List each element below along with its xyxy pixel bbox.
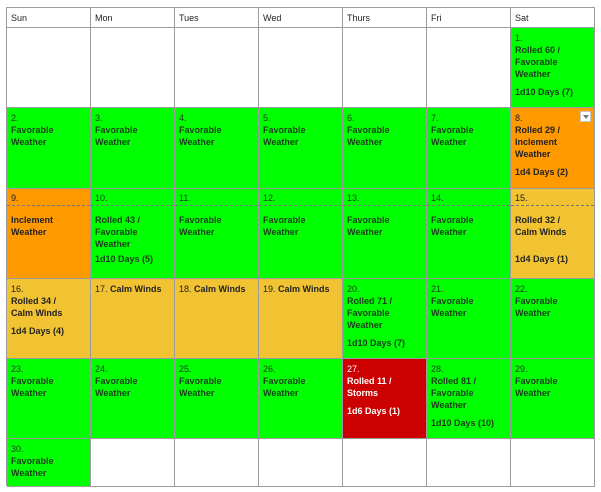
day-number: 27. xyxy=(347,364,360,374)
weather-text: Rolled 34 / Calm Winds xyxy=(11,296,63,318)
day-cell-3[interactable] xyxy=(91,108,175,189)
day-number: 19. xyxy=(263,284,276,294)
day-cell-24[interactable] xyxy=(91,359,175,439)
roll-duration: 1d4 Days (2) xyxy=(515,167,569,177)
day-cell-13[interactable] xyxy=(343,189,427,279)
weather-text: Calm Winds xyxy=(278,284,330,294)
day-number: 11. xyxy=(175,190,258,206)
weather-text: Favorable Weather xyxy=(347,125,390,147)
day-number: 17. xyxy=(95,284,108,294)
day-number: 29. xyxy=(515,364,528,374)
weather-text: Favorable Weather xyxy=(263,376,306,398)
day-number: 25. xyxy=(179,364,192,374)
day-number: 13. xyxy=(343,190,426,206)
day-cell-4[interactable] xyxy=(175,108,259,189)
empty-day-cell[interactable] xyxy=(91,439,175,487)
day-number: 7. xyxy=(431,113,439,123)
day-number: 12. xyxy=(259,190,342,206)
weather-text: Favorable Weather xyxy=(431,215,474,237)
weather-text: Favorable Weather xyxy=(347,215,390,237)
weather-text: Favorable Weather xyxy=(263,215,306,237)
day-header-fri: Fri xyxy=(427,8,511,28)
calendar-grid xyxy=(6,7,595,486)
weather-text: Favorable Weather xyxy=(95,376,138,398)
day-cell-6[interactable] xyxy=(343,108,427,189)
roll-duration: 1d4 Days (1) xyxy=(515,254,569,264)
weather-text: Rolled 11 / Storms xyxy=(347,376,392,398)
weather-text: Favorable Weather xyxy=(179,376,222,398)
roll-duration: 1d4 Days (4) xyxy=(11,326,65,336)
day-number: 1. xyxy=(515,33,523,43)
empty-day-cell[interactable] xyxy=(511,439,595,487)
roll-duration: 1d10 Days (10) xyxy=(431,418,495,428)
weather-text: Favorable Weather xyxy=(515,376,558,398)
day-header-thurs: Thurs xyxy=(343,8,427,28)
day-number: 6. xyxy=(347,113,355,123)
weather-text: Favorable Weather xyxy=(11,456,54,478)
empty-day-cell[interactable] xyxy=(175,439,259,487)
day-number: 22. xyxy=(515,284,528,294)
day-cell-28[interactable] xyxy=(427,359,511,439)
day-line xyxy=(263,283,338,295)
weather-text: Rolled 32 / Calm Winds xyxy=(515,215,567,237)
weather-text: Favorable Weather xyxy=(431,296,474,318)
day-number: 21. xyxy=(431,284,444,294)
day-number: 10. xyxy=(91,190,174,206)
day-cell-25[interactable] xyxy=(175,359,259,439)
empty-day-cell[interactable] xyxy=(259,28,343,108)
day-cell-5[interactable] xyxy=(259,108,343,189)
day-header-tues: Tues xyxy=(175,8,259,28)
empty-day-cell[interactable] xyxy=(259,439,343,487)
empty-day-cell[interactable] xyxy=(343,439,427,487)
day-line xyxy=(95,283,170,295)
day-number: 3. xyxy=(95,113,103,123)
weather-text: Rolled 29 / Inclement Weather xyxy=(515,125,561,159)
weather-text: Favorable Weather xyxy=(431,125,474,147)
weather-text: Favorable Weather xyxy=(95,125,138,147)
day-cell-11[interactable] xyxy=(175,189,259,279)
day-header-sat: Sat xyxy=(511,8,595,28)
day-cell-21[interactable] xyxy=(427,279,511,359)
day-cell-23[interactable] xyxy=(7,359,91,439)
weather-text: Favorable Weather xyxy=(179,125,222,147)
weather-text: Calm Winds xyxy=(194,284,246,294)
day-number: 18. xyxy=(179,284,192,294)
roll-duration: 1d6 Days (1) xyxy=(347,406,401,416)
weather-text: Rolled 60 / Favorable Weather xyxy=(515,45,561,79)
weather-text: Favorable Weather xyxy=(515,296,558,318)
day-number: 14. xyxy=(427,190,510,206)
day-cell-15[interactable] xyxy=(511,189,595,279)
day-number: 8. xyxy=(515,113,523,123)
weather-text: Rolled 43 / Favorable Weather xyxy=(95,215,141,249)
day-cell-26[interactable] xyxy=(259,359,343,439)
weather-text: Favorable Weather xyxy=(263,125,306,147)
day-cell-30[interactable] xyxy=(7,439,91,487)
day-cell-2[interactable] xyxy=(7,108,91,189)
day-cell-18[interactable] xyxy=(175,279,259,359)
day-number: 23. xyxy=(11,364,24,374)
empty-day-cell[interactable] xyxy=(343,28,427,108)
day-number: 5. xyxy=(263,113,271,123)
weather-text: Rolled 71 / Favorable Weather xyxy=(347,296,393,330)
day-number: 2. xyxy=(11,113,19,123)
roll-duration: 1d10 Days (5) xyxy=(95,254,154,264)
day-number: 16. xyxy=(11,284,24,294)
empty-day-cell[interactable] xyxy=(427,28,511,108)
empty-day-cell[interactable] xyxy=(7,28,91,108)
weather-text: Favorable Weather xyxy=(11,376,54,398)
day-number: 9. xyxy=(7,190,90,206)
day-number: 26. xyxy=(263,364,276,374)
day-cell-20[interactable] xyxy=(343,279,427,359)
empty-day-cell[interactable] xyxy=(427,439,511,487)
day-header-wed: Wed xyxy=(259,8,343,28)
roll-duration: 1d10 Days (7) xyxy=(515,87,574,97)
day-cell-19[interactable] xyxy=(259,279,343,359)
day-header-sun: Sun xyxy=(7,8,91,28)
day-line xyxy=(179,283,254,295)
day-cell-17[interactable] xyxy=(91,279,175,359)
dropdown-arrow-icon[interactable] xyxy=(580,111,591,122)
day-cell-10[interactable] xyxy=(91,189,175,279)
weather-text: Calm Winds xyxy=(110,284,162,294)
day-number: 4. xyxy=(179,113,187,123)
day-header-mon: Mon xyxy=(91,8,175,28)
empty-day-cell[interactable] xyxy=(175,28,259,108)
roll-duration: 1d10 Days (7) xyxy=(347,338,406,348)
weather-text: Rolled 81 / Favorable Weather xyxy=(431,376,477,410)
day-cell-12[interactable] xyxy=(259,189,343,279)
day-cell-16[interactable] xyxy=(7,279,91,359)
day-cell-22[interactable] xyxy=(511,279,595,359)
weather-text: Favorable Weather xyxy=(179,215,222,237)
day-cell-14[interactable] xyxy=(427,189,511,279)
day-cell-7[interactable] xyxy=(427,108,511,189)
day-cell-1[interactable] xyxy=(511,28,595,108)
day-number: 20. xyxy=(347,284,360,294)
day-cell-8[interactable] xyxy=(511,108,595,189)
day-number: 30. xyxy=(11,444,24,454)
weather-text: Favorable Weather xyxy=(11,125,54,147)
day-cell-29[interactable] xyxy=(511,359,595,439)
day-number: 24. xyxy=(95,364,108,374)
day-number: 15. xyxy=(511,190,594,206)
empty-day-cell[interactable] xyxy=(91,28,175,108)
day-number: 28. xyxy=(431,364,444,374)
day-cell-27[interactable] xyxy=(343,359,427,439)
day-cell-9[interactable] xyxy=(7,189,91,279)
weather-text: Inclement Weather xyxy=(11,215,54,237)
